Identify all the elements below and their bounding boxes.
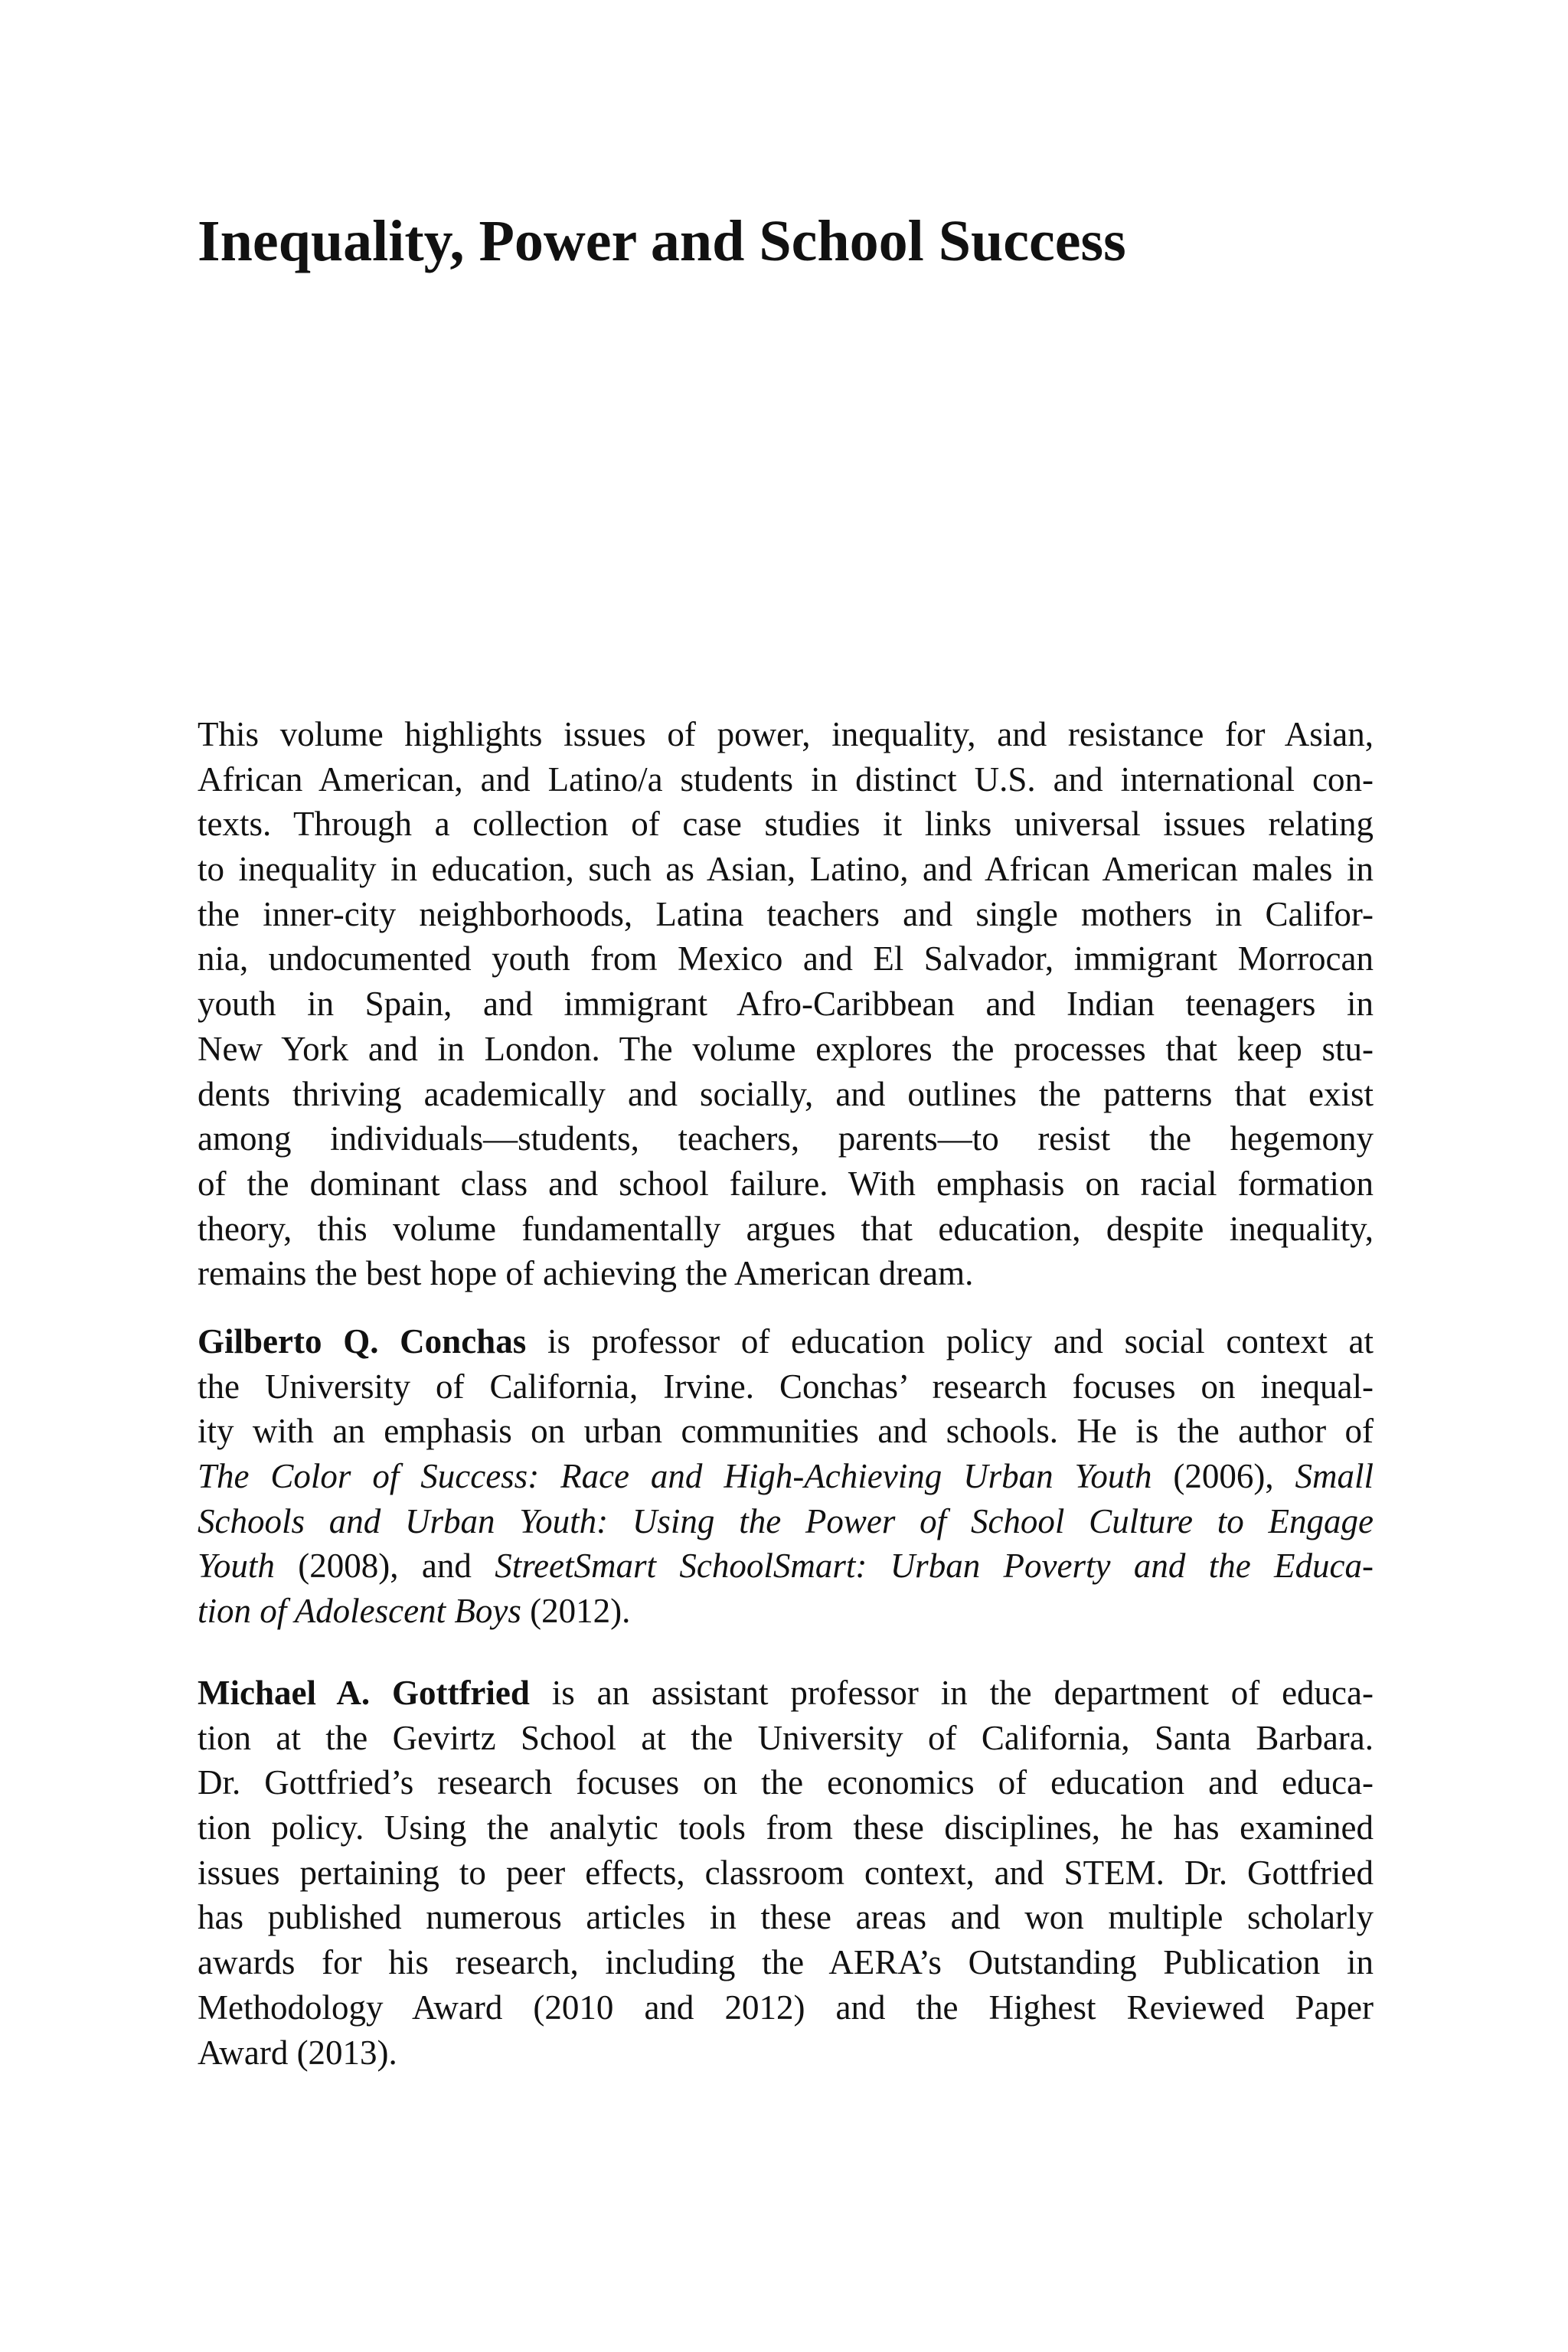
bio-text: (2006), <box>1152 1457 1295 1496</box>
bio-text: (2008), and <box>274 1547 495 1586</box>
description-line: New York and in London. The volume explores the processes that keep stu- <box>198 1029 1374 1068</box>
bio-line <box>198 1671 1374 1716</box>
author-bio-gottfried <box>198 1671 1374 2075</box>
book-title: tion of Adolescent Boys <box>198 1592 521 1631</box>
author-name: Michael A. Gottfried <box>198 1674 530 1712</box>
description-line: texts. Through a collection of case studies it links universal issues relating <box>198 805 1374 844</box>
bio-line: tion policy. Using the analytic tools from these disciplines, he has examined <box>198 1808 1374 1847</box>
author-bio-conchas <box>198 1319 1374 1634</box>
bio-text: is professor of education policy and social context at <box>526 1322 1374 1361</box>
bio-line <box>198 1454 1374 1499</box>
bio-text: (2012). <box>521 1592 631 1631</box>
description-line: to inequality in education, such as Asian, Latino, and African American males in <box>198 850 1374 889</box>
description-line: the inner-city neighborhoods, Latina teachers and single mothers in Califor- <box>198 894 1374 933</box>
author-name: Gilberto Q. Conchas <box>198 1322 527 1361</box>
description-line: remains the best hope of achieving the American dream. <box>198 1254 974 1293</box>
description-line: This volume highlights issues of power, inequality, and resistance for Asian, <box>198 715 1374 753</box>
book-title: Schools and Urban Youth: Using the Power of School Culture to Engage <box>198 1501 1374 1540</box>
bio-line <box>198 1589 1374 1634</box>
bio-line: Award (2013). <box>198 2033 397 2072</box>
page-title: Inequality, Power and School Success <box>198 209 1126 273</box>
bio-line <box>198 1544 1374 1589</box>
description-line: African American, and Latino/a students in distinct U.S. and international con- <box>198 760 1374 799</box>
book-title: Youth <box>198 1547 275 1586</box>
book-title: The Color of Success: Race and High-Achieving Urban Youth <box>198 1457 1152 1496</box>
bio-line: Methodology Award (2010 and 2012) and the Highest Reviewed Paper <box>198 1988 1374 2027</box>
bio-line: tion at the Gevirtz School at the University of California, Santa Barbara. <box>198 1718 1374 1757</box>
description-line: nia, undocumented youth from Mexico and El Salvador, immigrant Morrocan <box>198 939 1374 978</box>
description-line: of the dominant class and school failure. With emphasis on racial formation <box>198 1164 1374 1203</box>
description-line: among individuals—students, teachers, parents—to resist the hegemony <box>198 1119 1374 1158</box>
bio-line <box>198 1319 1374 1364</box>
bio-line: has published numerous articles in these areas and won multiple scholarly <box>198 1898 1374 1937</box>
description-line: theory, this volume fundamentally argues that education, despite inequality, <box>198 1209 1374 1248</box>
description-line: dents thriving academically and socially, and outlines the patterns that exist <box>198 1074 1374 1113</box>
bio-line <box>198 1499 1374 1544</box>
book-title: StreetSmart SchoolSmart: Urban Poverty and the Educa- <box>495 1547 1374 1586</box>
bio-line: the University of California, Irvine. Conchas’ research focuses on inequal- <box>198 1367 1374 1406</box>
bio-line: issues pertaining to peer effects, classroom context, and STEM. Dr. Gottfried <box>198 1853 1374 1892</box>
description-line: youth in Spain, and immigrant Afro-Caribbean and Indian teenagers in <box>198 985 1374 1024</box>
bio-line: awards for his research, including the AERA’s Outstanding Publication in <box>198 1943 1374 1982</box>
bio-line: ity with an emphasis on urban communities and schools. He is the author of <box>198 1412 1374 1451</box>
book-description <box>198 712 1374 1296</box>
bio-text: is an assistant professor in the department of educa- <box>529 1674 1374 1712</box>
bio-line: Dr. Gottfried’s research focuses on the economics of education and educa- <box>198 1763 1374 1802</box>
book-title: Small <box>1295 1457 1374 1496</box>
